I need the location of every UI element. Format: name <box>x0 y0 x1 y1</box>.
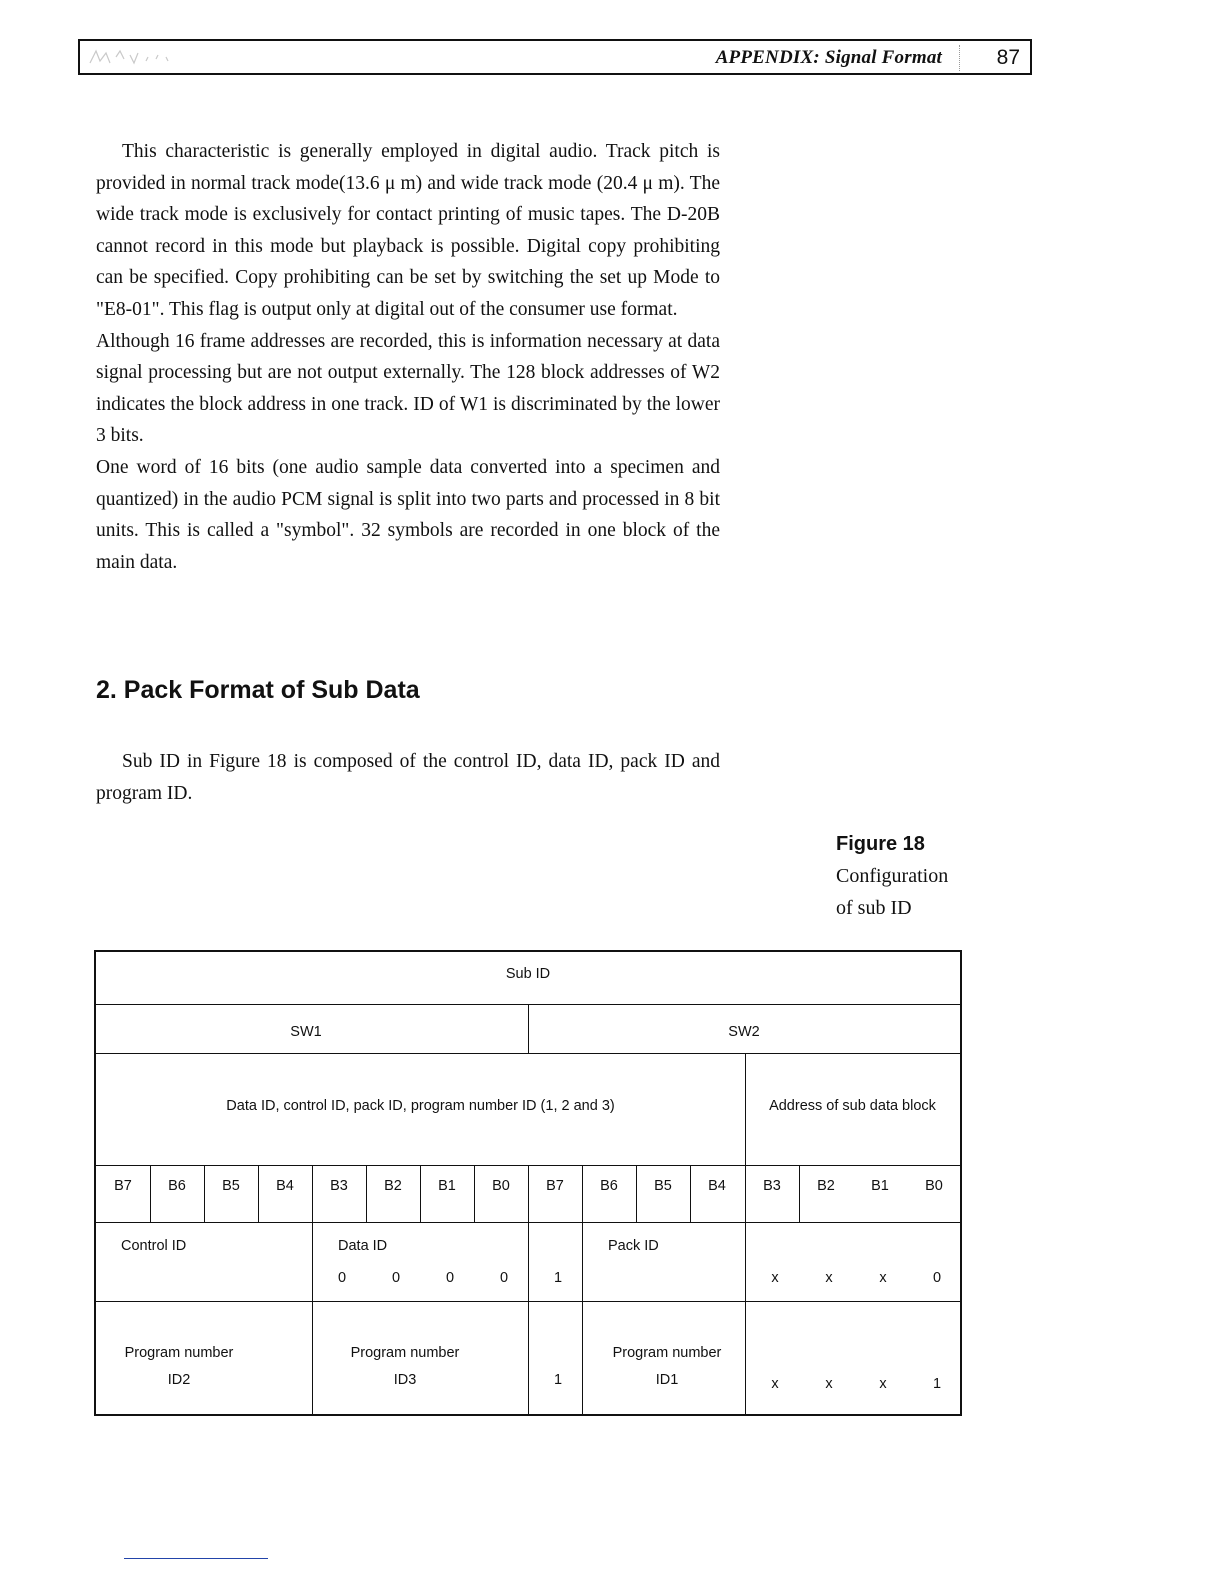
paragraph: This characteristic is generally employed in digital audio. Track pitch is provided in normal track mode(13.6 μ m) and wide track mode (20.4 μ m). The wide track mode is exclusively for contact printing of music tapes. The D-20B cannot record in this mode but playback is possible. Digital copy prohibiting can be specified. Copy prohibiting can be set by switching the set up Mode to "E8-01". This flag is output only at digital out of the consumer use format. <box>96 141 720 320</box>
bit-label: B6 <box>600 1178 618 1194</box>
running-header <box>78 39 1032 75</box>
bit-label: B3 <box>330 1178 348 1194</box>
program-number-label: Program number <box>612 1345 722 1361</box>
data-id-label: Data ID <box>338 1238 388 1254</box>
program-number-label: Program number <box>124 1345 234 1361</box>
bit-label: B7 <box>546 1178 564 1194</box>
bit-label: B7 <box>114 1178 132 1194</box>
address-description: Address of sub data block <box>769 1098 936 1114</box>
address-bit: x <box>771 1270 779 1286</box>
bit-label: B1 <box>438 1178 456 1194</box>
section-heading: 2. Pack Format of Sub Data <box>96 676 420 704</box>
table-rule <box>528 1165 529 1416</box>
bit-label: B0 <box>925 1178 943 1194</box>
bit-label: B5 <box>654 1178 672 1194</box>
ids-description: Data ID, control ID, pack ID, program number ID (1, 2 and 3) <box>226 1098 615 1114</box>
program-number-id1: ID1 <box>655 1372 679 1388</box>
sub-id-table <box>94 950 962 1416</box>
bit-label: B1 <box>871 1178 889 1194</box>
program-number-label: Program number <box>350 1345 460 1361</box>
page-number: 87 <box>996 46 1020 69</box>
address-bit: 0 <box>932 1270 942 1286</box>
bit-label: B2 <box>817 1178 835 1194</box>
paragraph: Although 16 frame addresses are recorded, this is information necessary at data signal processing but are not output externally. The 128 block addresses of W2 indicates the block address in one track. ID of W1 is discriminated by the lower 3 bits. <box>96 330 720 447</box>
sw2-label: SW2 <box>728 1024 760 1040</box>
scan-noise-mark <box>86 45 206 69</box>
bit-label: B4 <box>276 1178 294 1194</box>
header-title: APPENDIX: Signal Format <box>715 47 942 68</box>
section-text <box>96 746 720 809</box>
bit-label: B6 <box>168 1178 186 1194</box>
control-id-label: Control ID <box>121 1238 187 1254</box>
figure-caption-line: of sub ID <box>836 897 912 919</box>
figure-caption <box>836 828 986 924</box>
pack-id-label: Pack ID <box>608 1238 659 1254</box>
address-bit: x <box>825 1376 833 1392</box>
program-flag-bit: 1 <box>553 1372 563 1388</box>
program-number-id3: ID3 <box>393 1372 417 1388</box>
intro-text <box>96 136 720 578</box>
paragraph: One word of 16 bits (one audio sample data converted into a specimen and quantized) in the audio PCM signal is split into two parts and processed in 8 bit units. This is called a "symbol". 32 symbols are recorded in one block of the main data. <box>96 456 720 573</box>
pack-flag-bit: 1 <box>553 1270 563 1286</box>
address-bit: x <box>771 1376 779 1392</box>
table-rule <box>96 1053 960 1054</box>
figure-caption-line: Configuration <box>836 865 949 887</box>
data-id-bit: 0 <box>337 1270 347 1286</box>
header-divider <box>959 45 960 71</box>
paragraph: Sub ID in Figure 18 is composed of the control ID, data ID, pack ID and program ID. <box>96 751 720 804</box>
bit-label: B5 <box>222 1178 240 1194</box>
sw1-label: SW1 <box>290 1024 322 1040</box>
bit-label: B0 <box>492 1178 510 1194</box>
footer-rule <box>124 1558 268 1559</box>
bit-label: B4 <box>708 1178 726 1194</box>
bit-label: B3 <box>763 1178 781 1194</box>
bit-label: B2 <box>384 1178 402 1194</box>
sub-id-label: Sub ID <box>505 966 551 982</box>
address-bit: 1 <box>932 1376 942 1392</box>
data-id-bit: 0 <box>391 1270 401 1286</box>
program-number-id2: ID2 <box>167 1372 191 1388</box>
data-id-bit: 0 <box>445 1270 455 1286</box>
data-id-bit: 0 <box>499 1270 509 1286</box>
address-bit: x <box>879 1376 887 1392</box>
address-bit: x <box>879 1270 887 1286</box>
address-bit: x <box>825 1270 833 1286</box>
figure-label: Figure 18 <box>836 833 925 855</box>
